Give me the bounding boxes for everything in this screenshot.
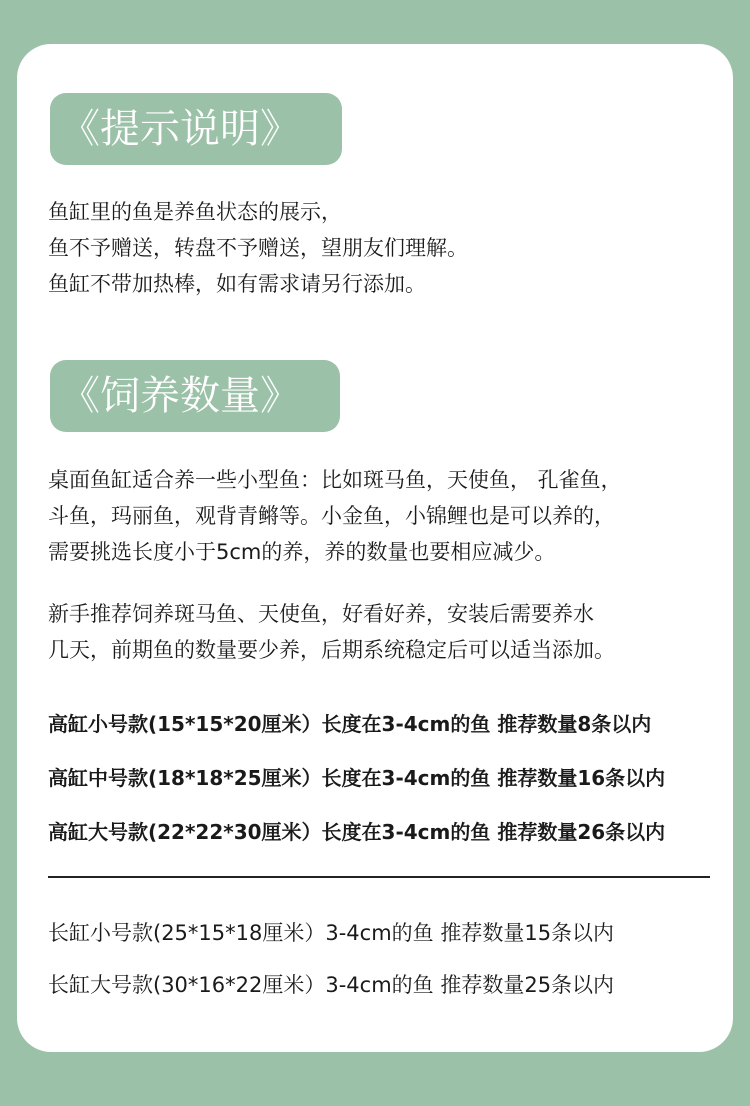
- paragraph-line: 新手推荐饲养斑马鱼、天使鱼，好看好养，安装后需要养水: [48, 602, 594, 626]
- paragraph-line: 桌面鱼缸适合养一些小型鱼：比如斑马鱼，天使鱼， 孔雀鱼，: [48, 468, 622, 492]
- suitable-fish-paragraph: [48, 462, 622, 570]
- paragraph-line: 斗鱼，玛丽鱼，观背青鳉等。小金鱼，小锦鲤也是可以养的，: [48, 504, 615, 528]
- list-item: 高缸大号款(22*22*30厘米）长度在3-4cm的鱼 推荐数量26条以内: [48, 820, 666, 844]
- paragraph-line: 几天，前期鱼的数量要少养，后期系统稳定后可以适当添加。: [48, 638, 615, 662]
- long-tank-list: [48, 913, 614, 1017]
- list-item: 高缸中号款(18*18*25厘米）长度在3-4cm的鱼 推荐数量16条以内: [48, 766, 666, 790]
- paragraph-line: 需要挑选长度小于5cm的养，养的数量也要相应减少。: [48, 540, 556, 564]
- tall-tank-list: [48, 704, 665, 866]
- tips-section-title: 《提示说明》: [50, 93, 342, 165]
- quantity-section-title: 《饲养数量》: [50, 360, 340, 432]
- tips-paragraph: [48, 194, 468, 302]
- beginner-advice-paragraph: [48, 596, 615, 668]
- tips-line: 鱼不予赠送，转盘不予赠送，望朋友们理解。: [48, 236, 468, 260]
- tips-line: 鱼缸里的鱼是养鱼状态的展示，: [48, 200, 342, 224]
- list-item: 高缸小号款(15*15*20厘米）长度在3-4cm的鱼 推荐数量8条以内: [48, 712, 652, 736]
- tips-line: 鱼缸不带加热棒，如有需求请另行添加。: [48, 272, 426, 296]
- section-divider: [48, 876, 710, 878]
- list-item: 长缸大号款(30*16*22厘米）3-4cm的鱼 推荐数量25条以内: [48, 973, 615, 997]
- list-item: 长缸小号款(25*15*18厘米）3-4cm的鱼 推荐数量15条以内: [48, 921, 615, 945]
